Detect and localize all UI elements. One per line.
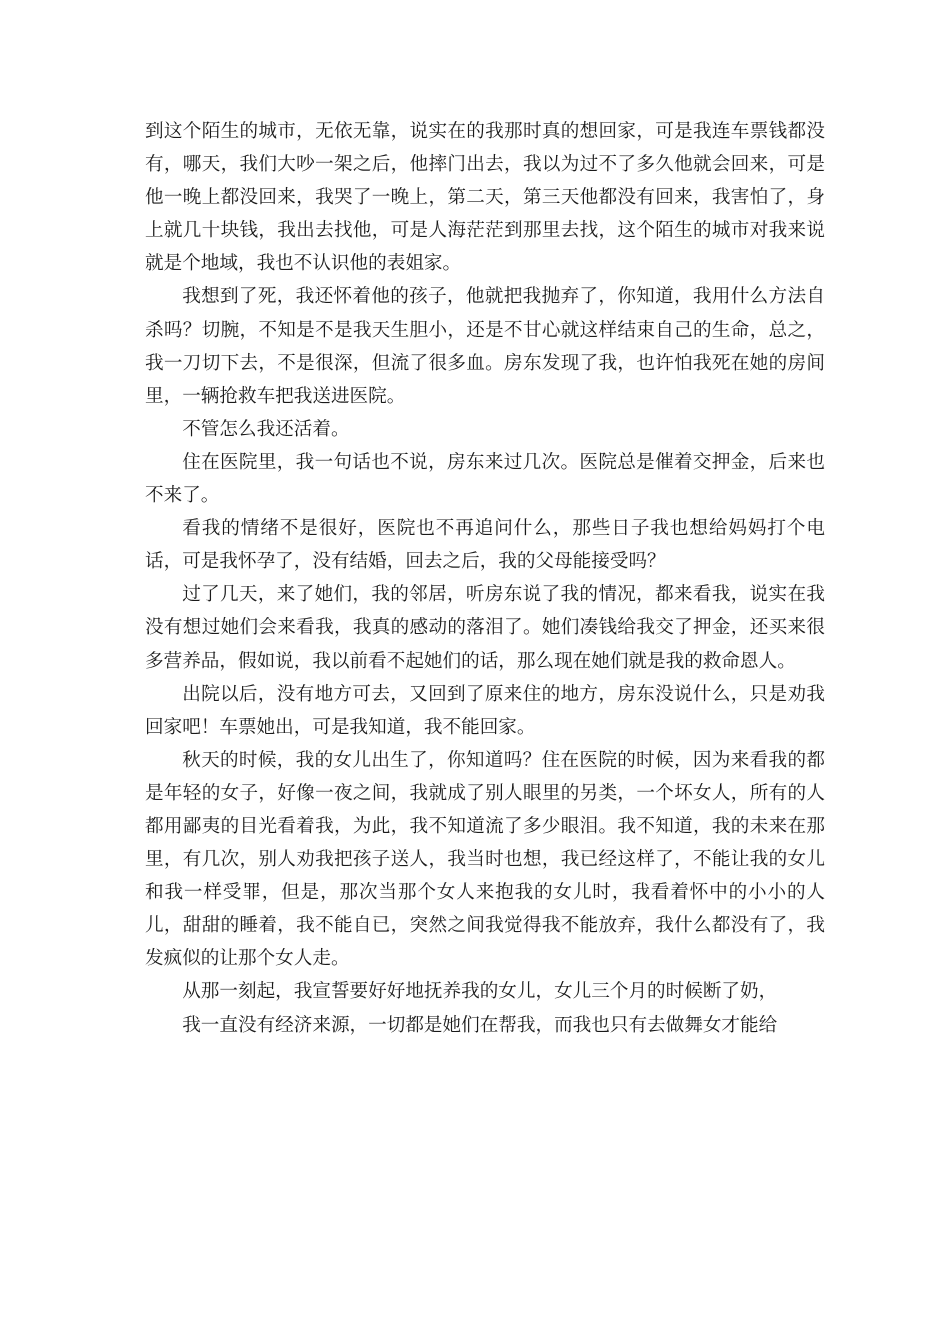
paragraph: 从那一刻起，我宣誓要好好地抚养我的女儿，女儿三个月的时候断了奶，	[182, 981, 778, 1003]
paragraph: 看我的情绪不是很好，医院也不再追问什么，那些日子我也想给妈妈打个电话，可是我怀孕了，没有结婚，回去之后，我的父母能接受吗？	[145, 518, 825, 573]
document-body	[145, 115, 825, 1042]
paragraph: 出院以后，没有地方可去，又回到了原来住的地方，房东没说什么，只是劝我回家吧！车票她出，可是我知道，我不能回家。	[145, 683, 825, 738]
paragraph: 秋天的时候，我的女儿出生了，你知道吗？住在医院的时候，因为来看我的都是年轻的女子，好像一夜之间，我就成了别人眼里的另类，一个坏女人，所有的人都用鄙夷的目光看着我，为此，我不知道流了多少眼泪。我不知道，我的未来在那里，有几次，别人劝我把孩子送人，我当时也想，我已经这样了，不能让我的女儿和我一样受罪，但是，那次当那个女人来抱我的女儿时，我看着怀中的小小的人儿，甜甜的睡着，我不能自已，突然之间我觉得我不能放弃，我什么都没有了，我发疯似的让那个女人走。	[145, 749, 825, 970]
paragraph: 我想到了死，我还怀着他的孩子，他就把我抛弃了，你知道，我用什么方法自杀吗？切腕，不知是不是我天生胆小，还是不甘心就这样结束自己的生命，总之，我一刀切下去，不是很深，但流了很多血。房东发现了我，也许怕我死在她的房间里，一辆抢救车把我送进医院。	[145, 286, 825, 407]
paragraph: 不管怎么我还活着。	[182, 418, 350, 440]
paragraph: 住在医院里，我一句话也不说，房东来过几次。医院总是催着交押金，后来也不来了。	[145, 451, 825, 507]
paragraph: 我一直没有经济来源，一切都是她们在帮我，而我也只有去做舞女才能给	[182, 1014, 778, 1036]
paragraph: 过了几天，来了她们，我的邻居，听房东说了我的情况，都来看我，说实在我没有想过她们会来看我，我真的感动的落泪了。她们凑钱给我交了押金，还买来很多营养品，假如说，我以前看不起她们的话，那么现在她们就是我的救命恩人。	[145, 584, 825, 672]
paragraph: 到这个陌生的城市，无依无靠，说实在的我那时真的想回家，可是我连车票钱都没有，哪天，我们大吵一架之后，他摔门出去，我以为过不了多久他就会回来，可是他一晚上都没回来，我哭了一晚上，第二天，第三天他都没有回来，我害怕了，身上就几十块钱，我出去找他，可是人海茫茫到那里去找，这个陌生的城市对我来说就是个地域，我也不认识他的表姐家。	[145, 121, 825, 275]
